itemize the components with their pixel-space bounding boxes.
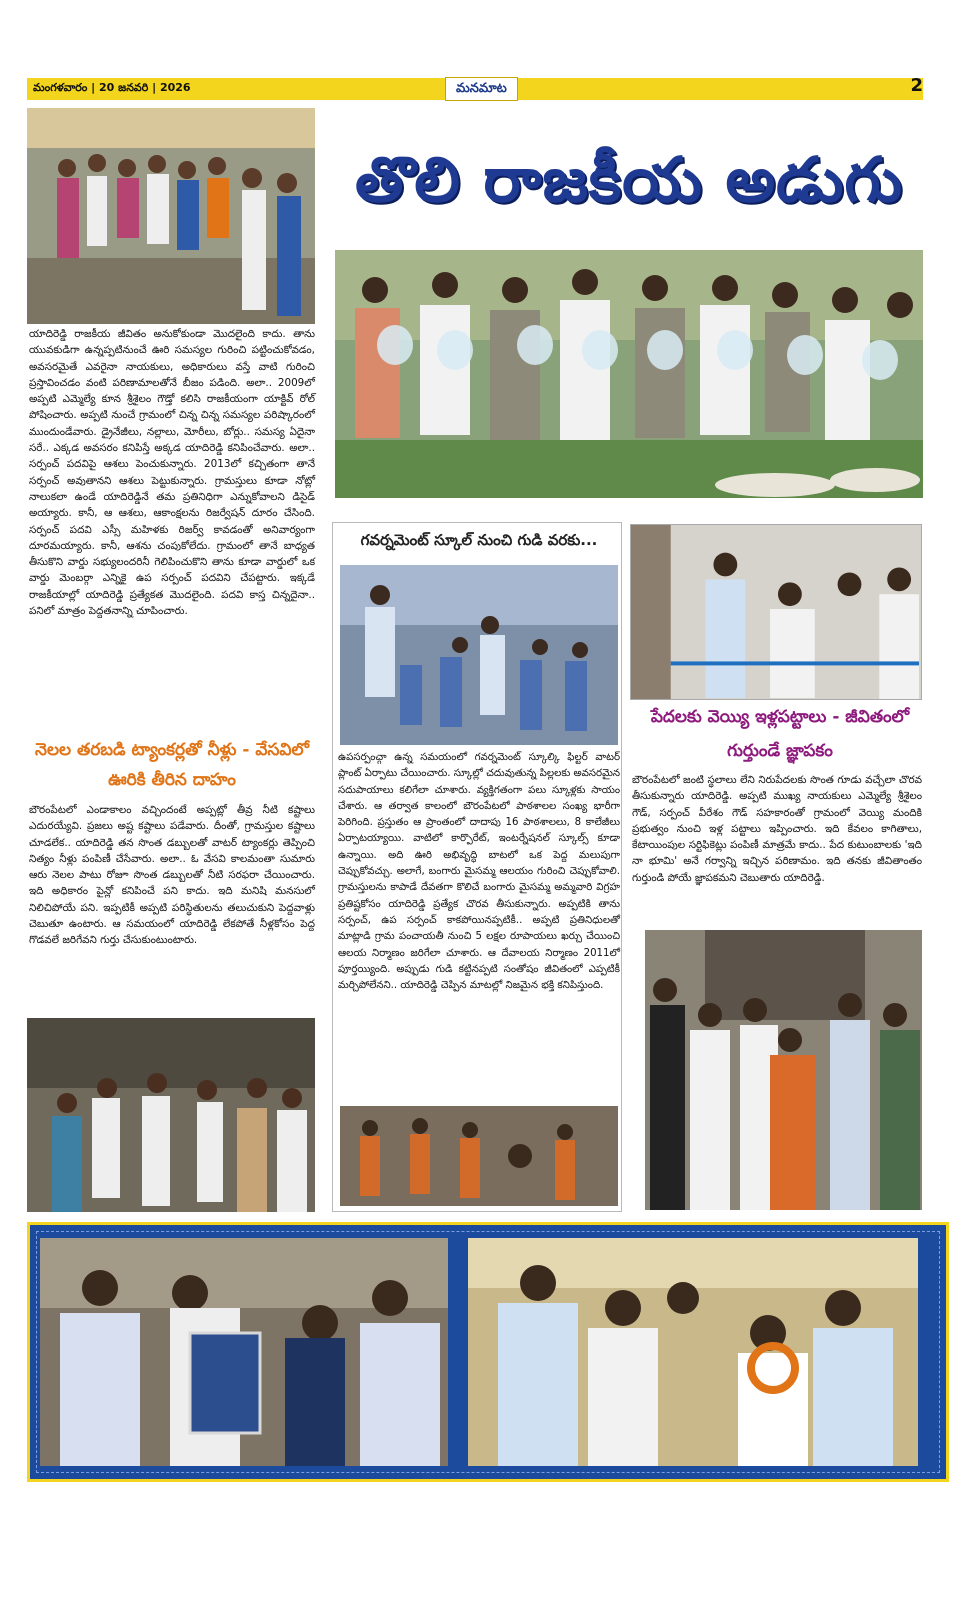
main-headline: తొలి రాజకీయ అడుగు: [354, 143, 903, 216]
garland-photo: [468, 1238, 918, 1466]
school-children-photo: [340, 565, 618, 745]
house-pattas-title: పేదలకు వెయ్యి ఇళ్లపట్టాలు - జీవితంలో గుర్తుండే జ్ఞాపకం: [650, 707, 910, 761]
award-photo: [40, 1238, 448, 1466]
main-distribution-photo: [335, 250, 923, 498]
temple-photo: [340, 1106, 618, 1206]
issue-date: మంగళవారం | 20 జనవరి | 2026: [33, 81, 191, 94]
middle-article-body: ఉపసర్పంచ్గా ఉన్న సమయంలో గవర్నమెంట్ స్కూల్కి ఫిల్టర్ వాటర్ ప్లాంట్ ఏర్పాటు చేయించారు. స్కూల్లో చదువుతున్న పిల్లలకు అవసరమైన సదుపాయాలు కలిగేలా చూశారు. వ్యక్తిగతంగా పలు స్కూళ్లకు సాయం చేశారు. ఆ తర్వాత కాలంలో బౌరంపేటలో పాఠశాలల సంఖ్య భారీగా పెరిగింది. ప్రస్తుతం ఆ ప్రాంతంలో దాదాపు 16 పాఠశాలలు, 8 కాలేజీలు ఏర్పాటయ్యాయి. వాటిలో కార్పొరేట్, ఇంటర్నేషనల్ స్కూల్స్ కూడా ఉన్నాయి. అది ఊరి అభివృద్ధి బాటలో ఒక పెద్ద మలుపుగా చెప్పుకోవచ్చు. అలాగే, బంగారు మైసమ్మ ఆలయం గురించి చెప్పుకోవాలి. గ్రామస్తులను కాపాడే దేవతగా కొలిచే బంగారు మైసమ్మ అమ్మవారి విగ్రహ ప్రతిష్టకోసం యాదిరెడ్డి ప్రత్యేక చొరవ తీసుకున్నారు. అప్పటికి తాను సర్పంచ్, ఉప సర్పంచ్ కాకపోయినప్పటికీ.. అప్పటి ప్రతినిధులతో మాట్లాడి గ్రామ పంచాయతీ నుంచి 5 లక్షల రూపాయలు ఖర్చు చేయించి ఆలయ నిర్మాణం జరిగేలా చూశారు. ఆ దేవాలయ నిర్మాణం 2011లో పూర్తయ్యింది. అప్పుడు గుడి కట్టినప్పటి సంతోషం జీవితంలో ఎప్పటికీ మర్చిపోలేనని.. యాదిరెడ్డి చెప్పిన మాటల్లో నిజమైన భక్తి కనిపిస్తుంది.: [338, 752, 620, 992]
inauguration-photo: [630, 524, 922, 700]
left-article-body: యాదిరెడ్డి రాజకీయ జీవితం అనుకోకుండా మొదలైంది కాదు. తాను యువకుడిగా ఉన్నప్పటినుంచే ఊరి సమస్యల గురించి పట్టించుకోవడం, అవసరమైతే ఎవరైనా నాయకులు, అధికారులు వస్తే వాటి గురించి ప్రస్తావించడం వంటి పరిణామాలతోనే బీజం పడింది. అలా.. 2009లో అప్పటి ఎమ్మెల్యే కూన శ్రీశైలం గౌడ్తో కలిసి రాజకీయంగా యాక్టివ్ రోల్ పోషించారు. అప్పటి నుంచే గ్రామంలో చిన్న చిన్న సమస్యల పరిష్కారంలో ముందుండేవారు. డ్రైనేజీలు, నల్లాలు, మోరీలు, బోర్లు.. సమస్య ఏదైనా సరే.. ఎక్కడ అవసరం కనిపిస్తే అక్కడ యాదిరెడ్డి కనిపించేవారు. అలా.. సర్పంచ్ పదవిపై ఆశలు పెంచుకున్నారు. 2013లో కచ్చితంగా తానే సర్పంచ్ అవుతానని ఆశలు పెట్టుకున్నారు. గ్రామస్తులు కూడా నోట్లో నాలుకలా ఉండే యాదిరెడ్డినే తమ ప్రతినిధిగా ఎన్నుకోవాలని డిసైడ్ అయ్యారు. కానీ, ఆ ఆశలు, ఆకాంక్షలను రిజర్వేషన్ దూరం చేసింది. సర్పంచ్ పదవి ఎస్సీ మహిళకు రిజర్వ్ కావడంతో అనివార్యంగా దూరమయ్యారు. కానీ, ఆశను చంపుకోలేదు. గ్రామంలో తానే బాధ్యత తీసుకొని వార్డు సభ్యులందరినీ గెలిపించుకొని తాను కూడా వార్డులో ఒక వార్డు మెంబర్గా ఎన్నికై ఉప సర్పంచ్ పదవిని చేపట్టారు. ఇక్కడే రాజకీయాల్లో యాదిరెడ్డి ప్రత్యేకత మొదలైంది. పదవి కాస్త చిన్నదైనా.. పనిలో మాత్రం పెద్దతనాన్ని చూపించారు.: [29, 328, 315, 618]
right-article-body: బౌరంపేటలో జంటి స్థలాలు లేని నిరుపేదలకు సొంత గూడు వచ్చేలా చొరవ తీసుకున్నారు యాదిరెడ్డి. అప్పటి ముఖ్య నాయకులు ఎమ్మెల్యే శ్రీశైలం గౌడ్, సర్పంచ్ వీరేశం గౌడ్ సహకారంతో గ్రామంలో వెయ్యి మందికి ప్రభుత్వం నుంచి ఇళ్ల పట్టాలు ఇప్పించారు. ఇది కేవలం కాగితాలు, కేటాయింపుల సర్టిఫికెట్లు పంపిణీ మాత్రమే కాదు.. పేద కుటుంబాలకు 'ఇది నా భూమి' అనే గర్వాన్ని ఇచ్చిన పరిణామం. ఇది తనకు జీవితాంతం గుర్తుండి పోయే జ్ఞాపకమని చెబుతారు యాదిరెడ్డి.: [632, 774, 922, 884]
header-bar: [27, 78, 923, 100]
water-distribution-photo: [27, 1018, 315, 1212]
group-photo-steps: [27, 108, 315, 324]
felicitation-photo: [645, 930, 922, 1210]
school-temple-title: గవర్నమెంట్ స్కూల్ నుంచి గుడి వరకు...: [360, 531, 598, 549]
left-subheading: నెలల తరబడి ట్యాంకర్లతో నీళ్లు - వేసవిలో ఊరికి తీరిన దాహం: [35, 740, 309, 790]
left-article-body-2: బౌరంపేటలో ఎండాకాలం వచ్చిందంటే అప్పట్లో తీవ్ర నీటి కష్టాలు ఎదురయ్యేవి. ప్రజలు అష్ట కష్టాలు పడేవారు. దీంతో, గ్రామస్తుల కష్టాలు చూడలేక.. యాదిరెడ్డి తన సొంత డబ్బులతో వాటర్ ట్యాంకర్లు తెప్పించి నిత్యం నీళ్లు పంపిణీ చేసేవారు. అలా.. ఓ వేసవి కాలమంతా సుమారు ఆరు నెలల పాటు రోజూ సొంత డబ్బులతో నీటి సరఫరా చేయించారు. ఇది అధికారం పైన్లో కనిపించే పని కాదు. ఇది మనిషి మనసులో నిలిచిపోయే పని. ఇప్పటికీ అప్పటి పరిస్థితులను తలుచుకుని పెద్దవాళ్లు చెబుతూ ఉంటారు. ఆ సమయంలో యాదిరెడ్డి లేకపోతే నీళ్లకోసం పెద్ద గొడవలే జరిగేవని గుర్తు చేసుకుంటుంటారు.: [29, 804, 315, 947]
page-number: 2: [910, 75, 923, 96]
paper-name: మనమాట: [445, 77, 518, 101]
